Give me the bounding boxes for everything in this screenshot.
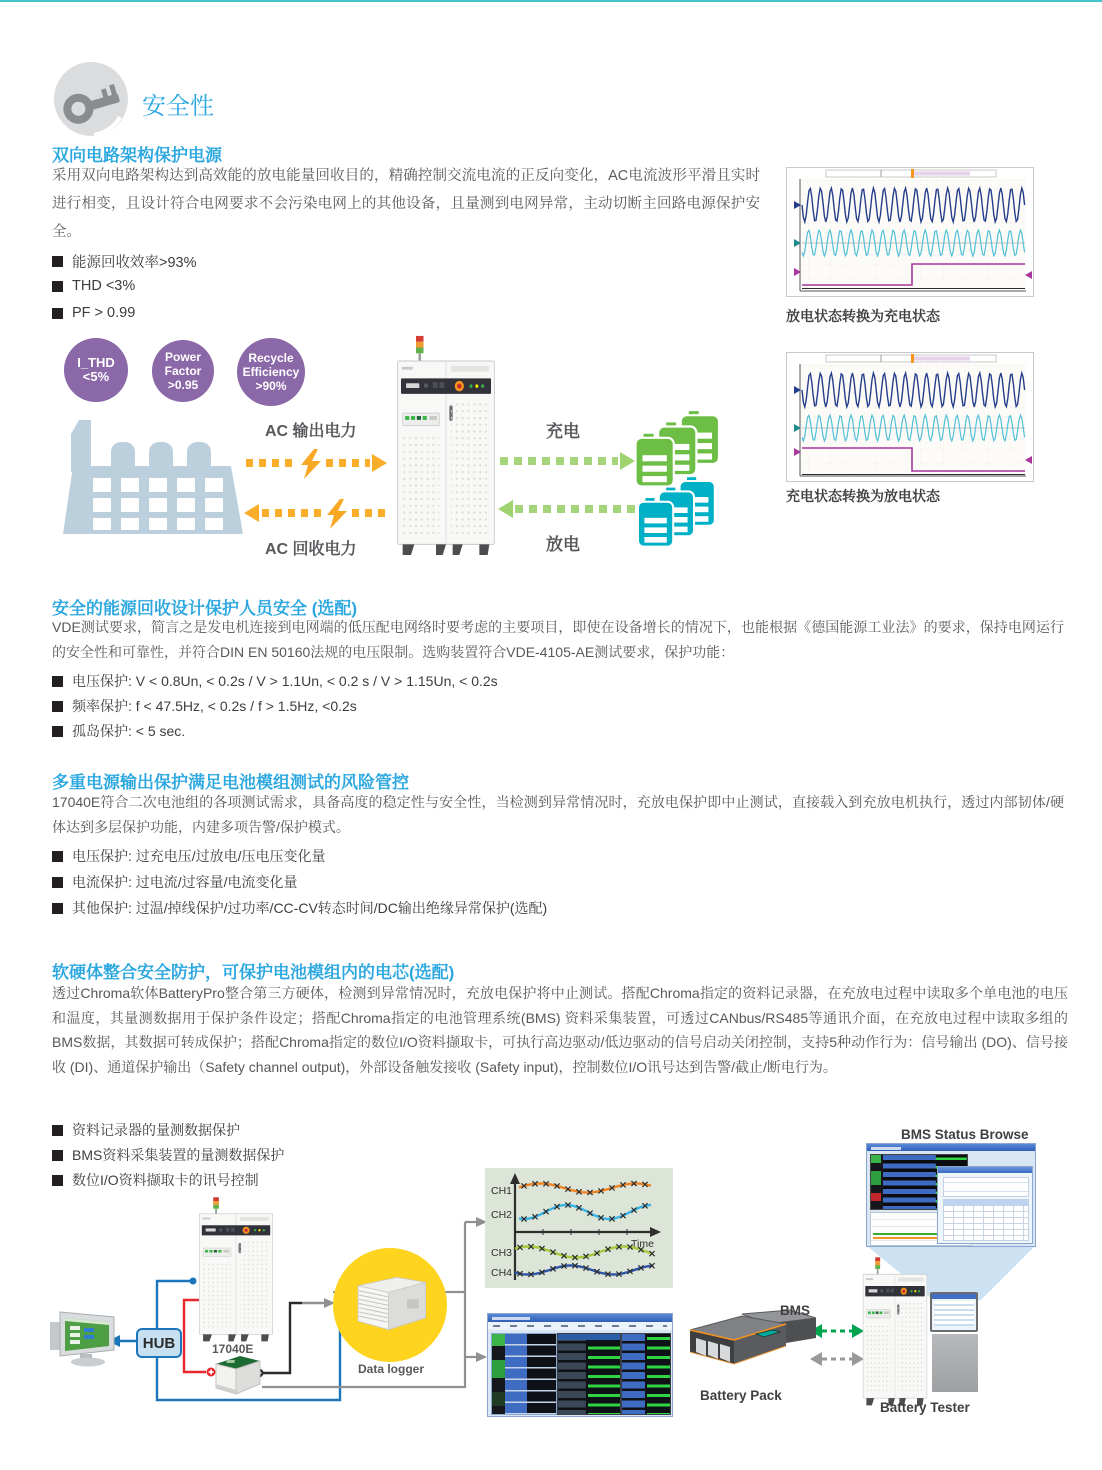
section2-bullet-1 xyxy=(52,671,498,691)
measurement-table xyxy=(557,1333,621,1415)
section1-heading: 双向电路架构保护电源 xyxy=(52,146,222,165)
section1-bullet-2 xyxy=(52,278,135,294)
page-title: 安全性 xyxy=(142,93,214,120)
badge-recycle-efficiency xyxy=(237,338,305,406)
battery-pack-image xyxy=(686,1308,822,1391)
ac-output-label: AC 输出电力 xyxy=(265,423,357,440)
ch2-line xyxy=(519,1202,651,1221)
badge-line: <5% xyxy=(82,369,110,384)
ch1-label: CH1 xyxy=(491,1185,513,1197)
ch3-line xyxy=(515,1244,655,1260)
bullet-square xyxy=(52,256,63,267)
bullet-text: 频率保护: f < 47.5Hz, < 0.2s / f > 1.5Hz, <0.2s xyxy=(72,698,357,714)
section3-bullet-1 xyxy=(52,846,326,866)
charge-label: 充电 xyxy=(546,422,580,441)
ch4-label: CH4 xyxy=(491,1267,513,1279)
bms-browse-screenshot xyxy=(866,1143,1036,1247)
discharging-batteries-icon xyxy=(638,476,718,555)
bullet-text: BMS资料采集装置的量测数据保护 xyxy=(72,1147,285,1163)
bullet-text: THD <3% xyxy=(72,278,136,294)
bullet-text: 数位I/O资料撷取卡的讯号控制 xyxy=(72,1172,259,1188)
time-axis-label: Time xyxy=(631,1238,654,1250)
badge-line: I_THD xyxy=(77,355,115,370)
bullet-square xyxy=(52,281,63,292)
window-menubar xyxy=(488,1322,672,1330)
status-panel xyxy=(491,1333,557,1415)
badge-line: Efficiency xyxy=(242,365,300,379)
bullet-text: 其他保护: 过温/掉线保护/过功率/CC-CV转态时间/DC输出绝缘异常保护(选配) xyxy=(72,900,548,916)
ch3-label: CH3 xyxy=(491,1247,513,1259)
section3-bullet-3 xyxy=(52,898,547,918)
section2-bullet-2 xyxy=(52,696,357,716)
bullet-text: 电压保护: 过充电压/过放电/压电压变化量 xyxy=(72,848,326,864)
bullet-text: 电压保护: V < 0.8Un, < 0.2s / V > 1.1Un, < 0.2 s / V > 1.15Un, < 0.2s xyxy=(72,673,498,689)
bms-browse-label: BMS Status Browse xyxy=(901,1127,1029,1142)
section4-body: 透过Chroma软体BatteryPro整合第三方硬体，检测到异常情况时，充放电保护将中止测试。搭配Chroma指定的资料记录器，在充放电过程中读取多个单电池的电压和温度，其量测数据用于保护条件设定；搭配Chroma指定的电池管理系统(BMS) 资料采集装置，可透过CANbus/RS485等通讯介面，在充放电过程中读取多组的BMS数据，其数据可转成保护；搭配Chroma指定的数位I/O资料撷取卡，可执行高边驱动/低边驱动的信号启动关闭控制，支持5种动作行为：信号输出 (DO)、信号接收 (DI)、通道保护输出（Safety channel output)，外部设备触发接收 (Safety input)，控制数位I/O讯号达到告警/截止/断电行为。 xyxy=(52,985,1068,1075)
hub-label: HUB xyxy=(142,1334,176,1352)
tester-monitor xyxy=(930,1292,978,1332)
badge-line: >90% xyxy=(255,379,287,393)
bullet-text: 电流保护: 过电流/过容量/电流变化量 xyxy=(72,874,298,890)
battery-pack-label: Battery Pack xyxy=(700,1388,782,1403)
channel-chart xyxy=(485,1168,673,1288)
datalogger-circle xyxy=(333,1248,447,1362)
badge-line: Factor xyxy=(164,364,202,378)
section4-bullet-1 xyxy=(52,1120,240,1140)
section2-bullet-3 xyxy=(52,721,185,741)
bullet-text: PF > 0.99 xyxy=(72,305,136,321)
bms-cell-table xyxy=(943,1199,1029,1241)
section1-bullet-3 xyxy=(52,305,135,321)
hub-box xyxy=(136,1328,182,1358)
section4-bullet-3 xyxy=(52,1170,259,1190)
tester-17040e-image xyxy=(198,1196,274,1347)
factory-icon xyxy=(56,408,248,543)
bullet-text: 能源回收效率>93% xyxy=(72,255,197,271)
battery-tester-label: Battery Tester xyxy=(880,1400,970,1415)
regenerative-tester-image xyxy=(396,334,496,561)
tester-17040e-label: 17040E xyxy=(212,1342,254,1356)
top-accent-line xyxy=(0,0,1102,2)
settings-panel xyxy=(621,1333,671,1415)
scope2-caption: 充电状态转换为放电状态 xyxy=(786,488,940,504)
scope-image-charge-to-discharge xyxy=(786,352,1034,487)
ac-recovery-label: AC 回收电力 xyxy=(265,541,357,558)
section1-bullet-1 xyxy=(52,251,197,272)
ac-recovery-arrow xyxy=(244,499,388,527)
lightning-icon xyxy=(300,449,322,479)
ac-output-arrow xyxy=(246,449,388,477)
badge-power-factor xyxy=(152,340,214,402)
ch1-line xyxy=(519,1181,651,1195)
charge-arrow xyxy=(500,452,636,470)
section3-body: 17040E符合二次电池组的各项测试需求，具备高度的稳定性与安全性，当检测到异常情况时，充放电保护即中止测试，直接载入到充放电机执行，透过内部韧体/硬体达到多层保护功能，内建多项告警/保护模式。 xyxy=(52,794,1064,835)
ch4-line xyxy=(515,1263,655,1277)
badge-line: Recycle xyxy=(248,351,294,365)
badge-line: >0.95 xyxy=(167,378,199,392)
section3-bullet-2 xyxy=(52,872,298,892)
bullet-text: 资料记录器的量测数据保护 xyxy=(72,1122,240,1138)
lightning-icon xyxy=(326,499,348,529)
badge-ithd xyxy=(64,338,128,402)
section4-heading: 软硬体整合安全防护，可保护电池模组内的电芯(选配) xyxy=(52,963,455,982)
bullet-square xyxy=(52,308,63,319)
discharge-arrow xyxy=(498,500,636,518)
scope1-caption: 放电状态转换为充电状态 xyxy=(786,308,940,324)
window-titlebar xyxy=(488,1314,672,1322)
bullet-text: 孤岛保护: < 5 sec. xyxy=(72,723,186,739)
pc-icon xyxy=(50,1310,122,1373)
batterypro-window-screenshot xyxy=(487,1313,673,1417)
ch2-label: CH2 xyxy=(491,1209,513,1221)
key-icon xyxy=(54,62,128,136)
window-titlebar xyxy=(867,1144,1035,1151)
scope-image-discharge-to-charge xyxy=(786,167,1034,302)
badge-line: Power xyxy=(164,350,201,364)
section2-body: VDE测试要求，简言之是发电机连接到电网端的低压配电网络时要考虑的主要项目，即使在设备增长的情况下，也能根据《德国能源工业法》的要求，保持电网运行的安全性和可靠性，并符合DIN EN 50160法规的电压限制。选购装置符合VDE-4105-AE测试要求，保护功能： xyxy=(52,619,1064,660)
bms-detail-window xyxy=(937,1166,1033,1244)
dut-battery-icon xyxy=(210,1352,264,1403)
section3-heading: 多重电源输出保护满足电池模组测试的风险管控 xyxy=(52,773,409,792)
section2-heading: 安全的能源回收设计保护人员安全 (选配) xyxy=(52,599,358,618)
bms-label: BMS xyxy=(780,1303,810,1318)
datalogger-image xyxy=(353,1272,429,1340)
discharge-label: 放电 xyxy=(546,535,580,554)
battery-tester-image xyxy=(862,1256,928,1411)
section4-bullet-2 xyxy=(52,1145,284,1165)
monitor-cart xyxy=(932,1334,978,1392)
section1-body: 采用双向电路架构达到高效能的放电能量回收目的，精确控制交流电流的正反向变化，AC电流波形平滑且实时进行相变，且设计符合电网要求不会污染电网上的其他设备，且量测到电网异常，主动切断主回路电源保护安全。 xyxy=(52,168,760,240)
datalogger-label: Data logger xyxy=(358,1362,425,1376)
